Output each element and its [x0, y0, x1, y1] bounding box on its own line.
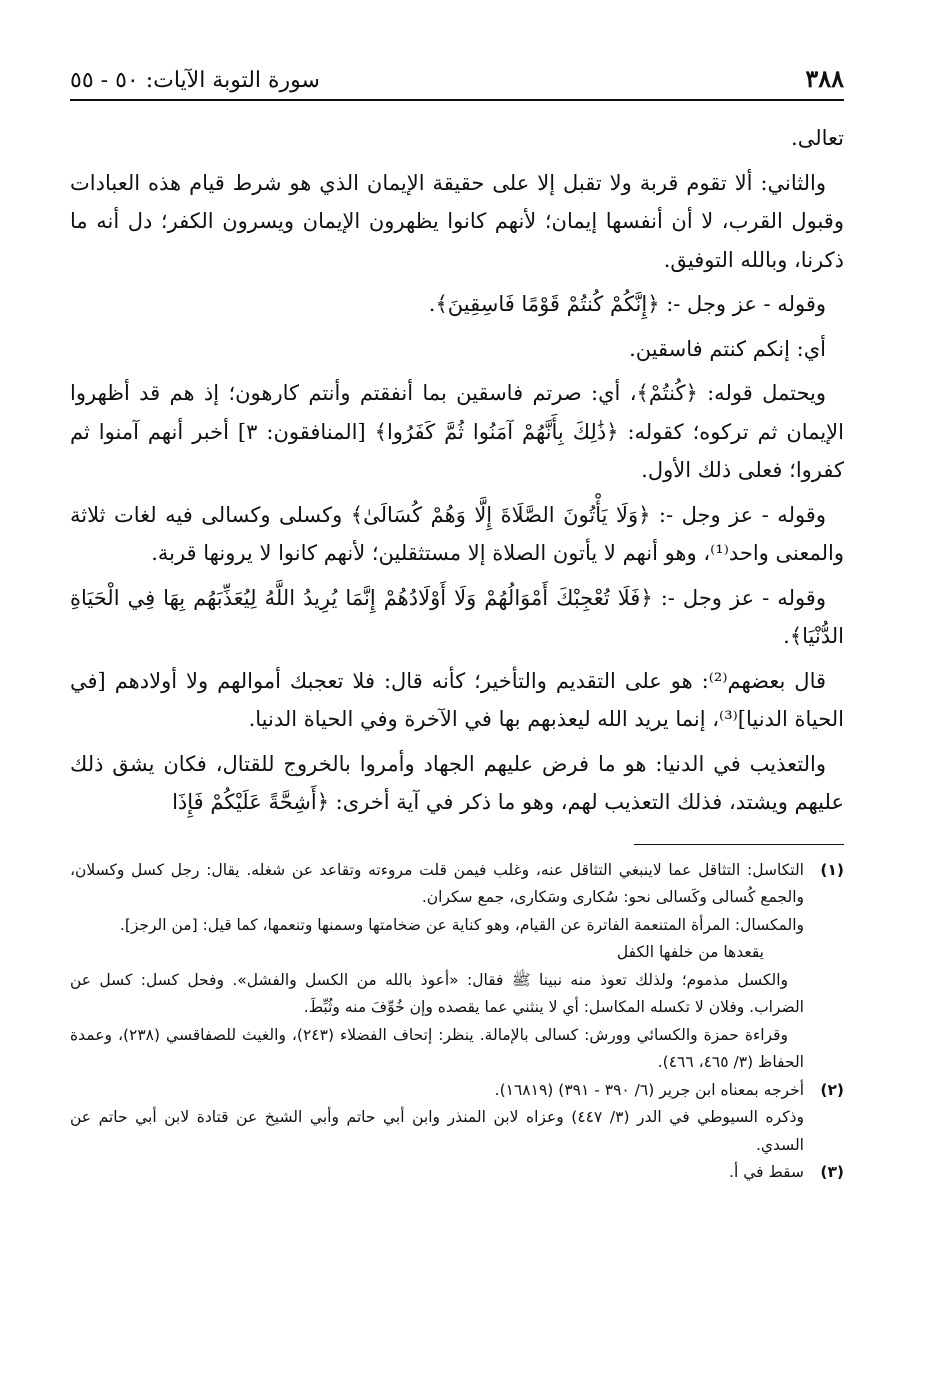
footnote-body	[70, 1077, 804, 1160]
footnote-separator	[634, 844, 844, 845]
paragraph-1: تعالى.	[791, 126, 844, 150]
footnote-1	[70, 857, 844, 1077]
footnote-verse: يقعدها من خلفها الكفل	[616, 943, 764, 961]
footnotes	[70, 857, 844, 1187]
footnote-line: والمكسال: المرأة المتنعمة الفاترة عن القيام، وهو كناية عن ضخامتها وسمنها وتنعمها، كما قيل: [من الرجز].	[119, 915, 804, 934]
page-number: ٣٨٨	[805, 64, 844, 93]
footnote-body	[70, 1159, 804, 1187]
paragraph-5: ويحتمل قوله: ﴿كُنتُمْ﴾، أي: صرتم فاسقين بما أنفقتم وأنتم كارهون؛ إذ هم قد أظهروا الإيمان ثم تركوه؛ كقوله: ﴿ذَٰلِكَ بِأَنَّهُمْ آمَنُوا ثُمَّ كَفَرُوا﴾ [المنافقون: ٣] أخبر أنهم آمنوا ثم كفروا؛ فعلى ذلك الأول.	[70, 381, 844, 482]
paragraph-4: أي: إنكم كنتم فاسقين.	[629, 336, 826, 361]
footnote-3	[70, 1159, 844, 1187]
main-text	[70, 119, 844, 822]
footnote-line: وذكره السيوطي في الدر (٣/ ٤٤٧) وعزاه لابن المنذر وابن أبي حاتم وأبي الشيخ عن قتادة لابن أبي حاتم عن السدي.	[70, 1108, 804, 1154]
footnote-line: سقط في أ.	[729, 1163, 804, 1181]
paragraph-6: وقوله - عز وجل -: ﴿وَلَا يَأْتُونَ الصَّلَاةَ إِلَّا وَهُمْ كُسَالَىٰ﴾ وكسلى وكسالى فيه لغات ثلاثة والمعنى واحد⁽¹⁾، وهو أنهم لا يأتون الصلاة إلا مستثقلين؛ لأنهم كانوا لا يرونها قربة.	[70, 502, 844, 565]
footnote-line: وقراءة حمزة والكسائي وورش: كسالى بالإمالة. ينظر: إتحاف الفضلاء (٢٤٣)، والغيث للصفاقسي (٢٣٨)، وعمدة الحفاظ (٣/ ٤٦٥، ٤٦٦).	[70, 1025, 804, 1071]
footnote-line: التكاسل: التثاقل عما لاينبغي التثاقل عنه، وغلب فيمن قلت مروءته وتقاعد عن شغله. يقال: رجل كسل وكسلان، والجمع كُسالى وكَسالى نحو: سُكارى وسَكارى، جمع سكران.	[70, 860, 804, 906]
footnote-line: والكسل مذموم؛ ولذلك تعوذ منه نبينا ﷺ فقال: «أعوذ بالله من الكسل والفشل». وفحل كسل: كسل عن الضراب. وفلان لا تكسله المكاسل: أي لا ينثني عما يقصده وإن خُوِّفَ منه وثُبِّطَ.	[70, 970, 804, 1016]
footnote-number: (٢)	[820, 1080, 844, 1099]
footnote-2	[70, 1077, 844, 1160]
footnote-number: (١)	[820, 860, 844, 879]
paragraph-2: والثاني: ألا تقوم قربة ولا تقبل إلا على حقيقة الإيمان الذي هو شرط قيام هذه العبادات وقبول القرب، لا أن أنفسها إيمان؛ لأنهم كانوا يظهرون الإيمان ويسرون الكفر؛ دل أنه ما ذكرنا، وبالله التوفيق.	[70, 170, 844, 272]
paragraph-9: والتعذيب في الدنيا: هو ما فرض عليهم الجهاد وأمروا بالخروج للقتال، فكان يشق ذلك عليهم ويشتد، فذلك التعذيب لهم، وهو ما ذكر في آية أخرى: ﴿أَشِحَّةً عَلَيْكُمْ فَإِذَا	[70, 751, 844, 814]
paragraph-7: وقوله - عز وجل -: ﴿فَلَا تُعْجِبْكَ أَمْوَالُهُمْ وَلَا أَوْلَادُهُمْ إِنَّمَا يُرِيدُ اللَّهُ لِيُعَذِّبَهُم بِهَا فِي الْحَيَاةِ الدُّنْيَا﴾.	[70, 585, 844, 648]
footnote-body	[70, 857, 804, 1077]
paragraph-3: وقوله - عز وجل -: ﴿إِنَّكُمْ كُنتُمْ قَوْمًا فَاسِقِينَ﴾.	[428, 292, 826, 316]
footnote-line: أخرجه بمعناه ابن جرير (٦/ ٣٩٠ - ٣٩١) (١٦٨١٩).	[494, 1080, 804, 1099]
paragraph-8: قال بعضهم⁽²⁾: هو على التقديم والتأخير؛ كأنه قال: فلا تعجبك أموالهم ولا أولادهم [في الحياة الدنيا]⁽³⁾، إنما يريد الله ليعذبهم بها في الآخرة وفي الحياة الدنيا.	[70, 668, 844, 731]
footnote-number: (٣)	[820, 1163, 844, 1181]
page	[70, 55, 844, 1187]
page-header	[70, 55, 844, 101]
surah-title: سورة التوبة الآيات: ٥٠ - ٥٥	[70, 68, 320, 93]
